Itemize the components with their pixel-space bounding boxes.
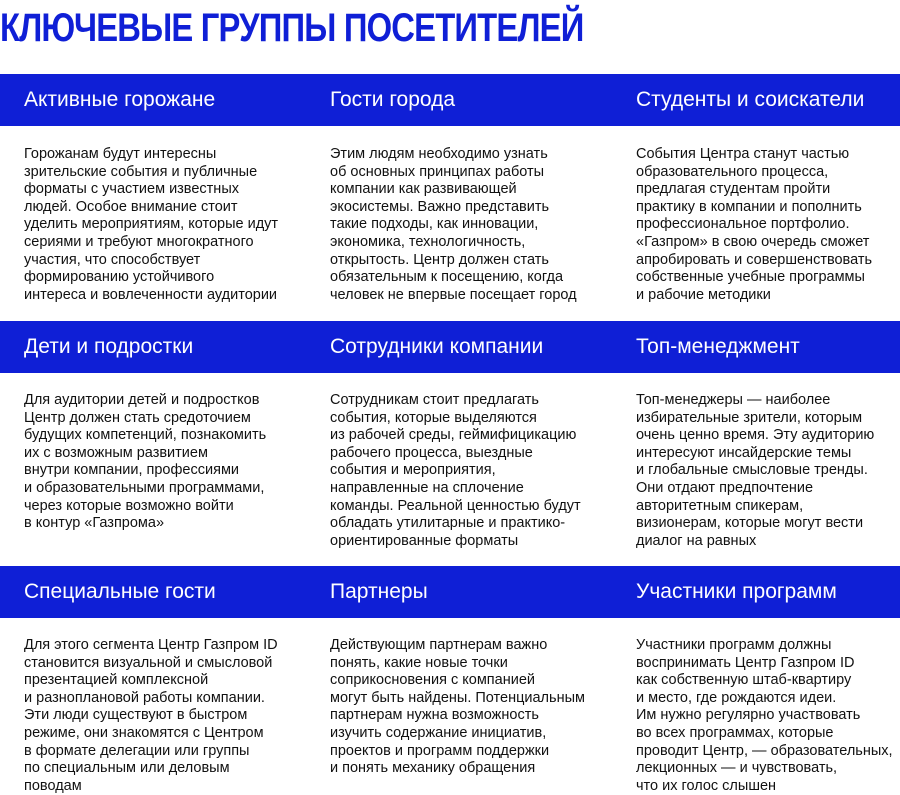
group-header-band-row-1: [0, 74, 900, 126]
group-heading-partners: Партнеры: [330, 580, 428, 603]
group-description-active-citizens: Горожанам будут интересны зрительские события и публичные форматы с участием известных людей. Особое внимание стоит уделить мероприятиям, которые идут сериями и требуют многократного участия, что способствует формированию устойчивого интереса и вовлеченности аудитории: [24, 146, 279, 303]
group-description-students-applicants: События Центра станут частью образовательного процесса, предлагая студентам пройти практику в компании и пополнить профессиональное портфолио. «Газпром» в свою очередь сможет апробировать и совершенствовать собственные учебные программы и рабочие методики: [636, 146, 873, 303]
group-header-band-row-2: [0, 321, 900, 373]
group-heading-top-management: Топ-менеджмент: [636, 335, 800, 358]
group-description-city-guests: Этим людям необходимо узнать об основных принципах работы компании как развивающей экосистемы. Важно представить такие подходы, как инновации, экономика, технологичность, открытость. Центр должен стать обязательным к посещению, когда человек не впервые посещает город: [330, 146, 577, 303]
group-heading-employees: Сотрудники компании: [330, 335, 544, 358]
group-heading-children-teens: Дети и подростки: [24, 335, 194, 358]
group-heading-active-citizens: Активные горожане: [24, 88, 216, 111]
group-description-children-teens: Для аудитории детей и подростков Центр должен стать средоточием будущих компетенций, познакомить их с возможным развитием внутри компании, профессиями и образовательными программами, через которые возможно войти в контур «Газпрома»: [24, 392, 267, 532]
group-description-top-management: Топ-менеджеры — наиболее избирательные зрители, которым очень ценно время. Эту аудиторию интересуют инсайдерские темы и глобальные смысловые тренды. Они отдают предпочтение авторитетным спикерам, визионерам, которые могут вести диалог на равных: [636, 392, 875, 549]
group-description-employees: Сотрудникам стоит предлагать события, которые выделяются из рабочей среды, геймифицикацию рабочего процесса, выездные события и мероприятия, направленные на сплочение команды. Реальной ценностью будут обладать утилитарные и практико- ориентированные форматы: [330, 392, 581, 549]
group-description-program-participants: Участники программ должны воспринимать Центр Газпром ID как собственную штаб-квартиру и место, где рождаются идеи. Им нужно регулярно участвовать во всех программах, которые проводит Центр, — образовательных, лекционных — и чувствовать, что их голос слышен: [636, 637, 893, 794]
page-title: КЛЮЧЕВЫЕ ГРУППЫ ПОСЕТИТЕЛЕЙ: [0, 6, 584, 50]
group-heading-city-guests: Гости города: [330, 88, 456, 111]
group-description-special-guests: Для этого сегмента Центр Газпром ID становится визуальной и смысловой презентацией комплексной и разноплановой работы компании. Эти люди существуют в быстром режиме, они знакомятся с Центром в формате делегации или группы по специальным или деловым поводам: [24, 637, 278, 794]
group-heading-special-guests: Специальные гости: [24, 580, 216, 603]
group-header-band-row-3: [0, 566, 900, 618]
group-heading-students-applicants: Студенты и соискатели: [636, 88, 865, 111]
group-description-partners: Действующим партнерам важно понять, какие новые точки соприкосновения с компанией могут быть найдены. Потенциальным партнерам нужна возможность изучить содержание инициатив, проектов и программ поддержки и понять механику обращения: [330, 637, 585, 777]
group-heading-program-participants: Участники программ: [636, 580, 837, 603]
